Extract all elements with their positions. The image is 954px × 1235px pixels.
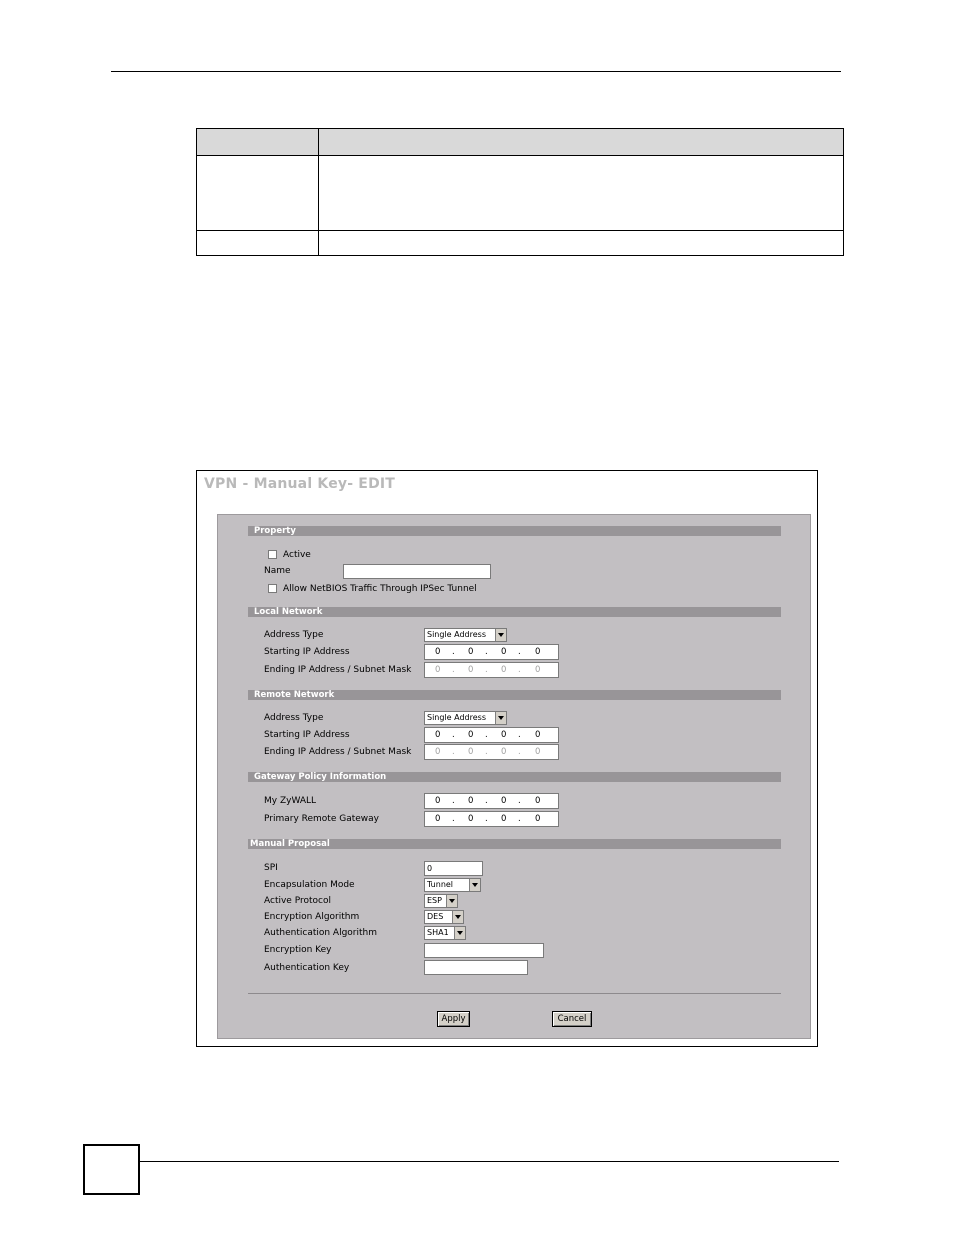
- local-starting-ip-field[interactable]: [424, 644, 559, 660]
- section-local-network: Local Network: [248, 607, 781, 617]
- remote-address-type-select[interactable]: [424, 711, 507, 725]
- ip-dot-separator: .: [485, 796, 488, 806]
- table-row: [197, 156, 844, 231]
- section-remote-network: Remote Network: [248, 690, 781, 700]
- table-cell: [197, 231, 319, 256]
- ip-octet[interactable]: 0: [501, 796, 507, 806]
- encapsulation-mode-select[interactable]: [424, 878, 481, 892]
- ip-octet[interactable]: 0: [435, 747, 441, 757]
- ip-dot-separator: .: [452, 814, 455, 824]
- ip-dot-separator: .: [452, 747, 455, 757]
- ip-dot-separator: .: [485, 747, 488, 757]
- vpn-edit-screenshot: [196, 470, 818, 1047]
- select-value: Single Address: [427, 713, 486, 722]
- netbios-checkbox[interactable]: [268, 584, 277, 593]
- table-cell: [319, 156, 844, 231]
- table-header-row: [197, 129, 844, 156]
- encryption-algorithm-select[interactable]: [424, 910, 464, 924]
- chevron-down-icon: [452, 911, 463, 923]
- ip-octet[interactable]: 0: [435, 665, 441, 675]
- remote-starting-ip-label: Starting IP Address: [264, 730, 350, 740]
- authentication-algorithm-label: Authentication Algorithm: [264, 928, 378, 938]
- ip-octet[interactable]: 0: [435, 796, 441, 806]
- ip-octet[interactable]: 0: [535, 730, 541, 740]
- ip-octet[interactable]: 0: [501, 647, 507, 657]
- apply-button[interactable]: Apply: [437, 1011, 470, 1027]
- table-cell: [319, 231, 844, 256]
- chevron-down-icon: [495, 712, 506, 724]
- buttons-divider: [248, 993, 781, 994]
- ip-dot-separator: .: [518, 814, 521, 824]
- local-address-type-select[interactable]: [424, 628, 507, 642]
- section-manual-proposal: Manual Proposal: [248, 839, 781, 849]
- active-protocol-select[interactable]: [424, 894, 458, 908]
- table-cell: [197, 156, 319, 231]
- spi-label: SPI: [264, 863, 278, 873]
- encapsulation-mode-label: Encapsulation Mode: [264, 880, 355, 890]
- encryption-algorithm-label: Encryption Algorithm: [264, 912, 360, 922]
- footer-rule: [140, 1161, 839, 1162]
- ip-octet[interactable]: 0: [468, 665, 474, 675]
- remote-ending-ip-field: [424, 744, 559, 760]
- local-starting-ip-label: Starting IP Address: [264, 647, 350, 657]
- ip-octet[interactable]: 0: [468, 747, 474, 757]
- ip-octet[interactable]: 0: [468, 647, 474, 657]
- ip-dot-separator: .: [485, 814, 488, 824]
- ip-octet[interactable]: 0: [501, 730, 507, 740]
- select-value: ESP: [427, 896, 442, 905]
- select-value: DES: [427, 912, 444, 921]
- chevron-down-icon: [469, 879, 480, 891]
- ip-dot-separator: .: [518, 665, 521, 675]
- section-gateway-policy: Gateway Policy Information: [248, 772, 781, 782]
- remote-ending-ip-label: Ending IP Address / Subnet Mask: [264, 747, 412, 757]
- settings-panel: [217, 514, 811, 1039]
- authentication-key-input[interactable]: [424, 960, 528, 975]
- local-ending-ip-field: [424, 662, 559, 678]
- primary-remote-gateway-label: Primary Remote Gateway: [264, 814, 379, 824]
- cancel-button[interactable]: Cancel: [552, 1011, 592, 1027]
- select-value: Single Address: [427, 630, 486, 639]
- ip-dot-separator: .: [485, 665, 488, 675]
- chevron-down-icon: [446, 895, 457, 907]
- ip-dot-separator: .: [518, 747, 521, 757]
- ip-octet[interactable]: 0: [501, 747, 507, 757]
- page-title: VPN - Manual Key- EDIT: [204, 476, 396, 492]
- ip-dot-separator: .: [452, 796, 455, 806]
- select-value: SHA1: [427, 928, 449, 937]
- ip-octet[interactable]: 0: [468, 796, 474, 806]
- ip-octet[interactable]: 0: [435, 647, 441, 657]
- ip-octet[interactable]: 0: [535, 796, 541, 806]
- table-header-cell: [319, 129, 844, 156]
- chevron-down-icon: [454, 927, 465, 939]
- ip-dot-separator: .: [518, 647, 521, 657]
- authentication-algorithm-select[interactable]: [424, 926, 466, 940]
- ip-dot-separator: .: [485, 730, 488, 740]
- ip-dot-separator: .: [452, 665, 455, 675]
- spi-input[interactable]: 0: [424, 861, 483, 876]
- ip-octet[interactable]: 0: [435, 814, 441, 824]
- name-label: Name: [264, 566, 291, 576]
- ip-octet[interactable]: 0: [468, 814, 474, 824]
- primary-remote-gateway-ip-field[interactable]: [424, 811, 559, 827]
- ip-octet[interactable]: 0: [435, 730, 441, 740]
- ip-octet[interactable]: 0: [535, 647, 541, 657]
- remote-address-type-label: Address Type: [264, 713, 324, 723]
- ip-octet[interactable]: 0: [501, 665, 507, 675]
- encryption-key-input[interactable]: [424, 943, 544, 958]
- ip-octet[interactable]: 0: [468, 730, 474, 740]
- remote-starting-ip-field[interactable]: [424, 727, 559, 743]
- my-zywall-ip-field[interactable]: [424, 793, 559, 809]
- active-protocol-label: Active Protocol: [264, 896, 331, 906]
- active-checkbox[interactable]: [268, 550, 277, 559]
- my-zywall-label: My ZyWALL: [264, 796, 317, 806]
- authentication-key-label: Authentication Key: [264, 963, 350, 973]
- ip-dot-separator: .: [518, 796, 521, 806]
- ip-octet[interactable]: 0: [535, 814, 541, 824]
- ip-octet[interactable]: 0: [501, 814, 507, 824]
- name-input[interactable]: [343, 564, 491, 579]
- ip-dot-separator: .: [452, 730, 455, 740]
- table-row: [197, 231, 844, 256]
- reference-table: [196, 128, 844, 256]
- header-rule: [111, 71, 841, 72]
- ip-octet[interactable]: 0: [535, 665, 541, 675]
- page-number-box: [83, 1144, 140, 1195]
- ip-octet[interactable]: 0: [535, 747, 541, 757]
- ip-dot-separator: .: [452, 647, 455, 657]
- ip-dot-separator: .: [518, 730, 521, 740]
- active-label: Active: [283, 550, 311, 560]
- encryption-key-label: Encryption Key: [264, 945, 332, 955]
- select-value: Tunnel: [427, 880, 454, 889]
- netbios-label: Allow NetBIOS Traffic Through IPSec Tunnel: [283, 584, 477, 594]
- table-header-cell: [197, 129, 319, 156]
- ip-dot-separator: .: [485, 647, 488, 657]
- local-ending-ip-label: Ending IP Address / Subnet Mask: [264, 665, 412, 675]
- section-property: Property: [248, 526, 781, 536]
- local-address-type-label: Address Type: [264, 630, 324, 640]
- chevron-down-icon: [495, 629, 506, 641]
